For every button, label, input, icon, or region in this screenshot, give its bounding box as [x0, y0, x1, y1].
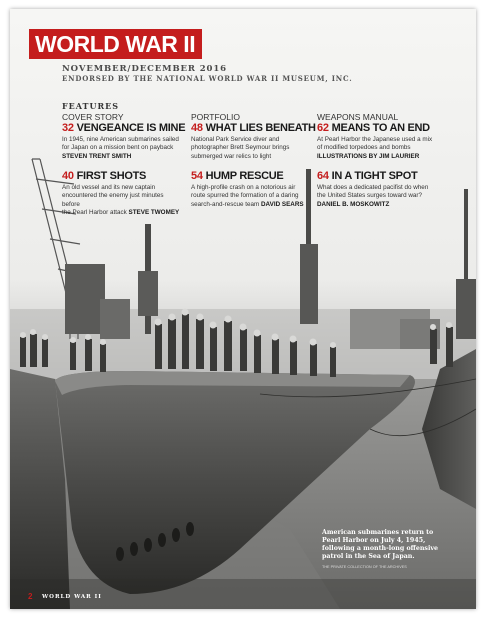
- feature-title-line[interactable]: [62, 122, 186, 135]
- feature-entry[interactable]: [317, 113, 437, 161]
- feature-title-line[interactable]: [317, 122, 437, 135]
- feature-entry[interactable]: [62, 170, 182, 217]
- feature-entry[interactable]: [191, 112, 316, 161]
- feature-title-line[interactable]: [317, 170, 437, 183]
- photo-credit: THE PRIVATE COLLECTION OF THE ARCHIVES: [322, 565, 407, 569]
- feature-category: WEAPONS MANUAL: [317, 112, 399, 122]
- page-number: 32: [62, 122, 74, 134]
- feature-title: FIRST SHOTS: [76, 170, 147, 182]
- feature-title: HUMP RESCUE: [205, 170, 284, 182]
- feature-description: What does a dedicated pacifist do when the United States surges toward war? DANIEL B. MOSKOWITZ: [317, 184, 437, 209]
- feature-title: WHAT LIES BENEATH: [205, 122, 316, 134]
- feature-byline: STEVEN TRENT SMITH: [62, 152, 132, 160]
- page-number: 64: [317, 170, 329, 182]
- issue-date: NOVEMBER/DECEMBER 2016: [62, 64, 227, 74]
- feature-title-line[interactable]: [191, 122, 316, 135]
- footer-title: WORLD WAR II: [42, 594, 102, 600]
- magazine-page: [10, 9, 476, 609]
- feature-description: National Park Service diver and photographer Brett Seymour brings submerged war relics to light: [191, 136, 290, 160]
- feature-category: PORTFOLIO: [191, 112, 240, 122]
- feature-title: VENGEANCE IS MINE: [76, 122, 186, 134]
- page-number: 54: [191, 170, 203, 182]
- feature-description: In 1945, nine American submarines sailed for Japan on a mission bent on payback STEVEN TRENT SMITH: [62, 136, 182, 161]
- feature-category: COVER STORY: [62, 112, 124, 122]
- feature-title-line[interactable]: [191, 170, 311, 183]
- feature-title: MEANS TO AN END: [331, 122, 430, 134]
- feature-byline: ILLUSTRATIONS BY JIM LAURIER: [317, 152, 420, 160]
- feature-byline: DAVID SEARS: [261, 200, 304, 208]
- page-number: 40: [62, 170, 74, 182]
- submarine-photo: [10, 9, 476, 609]
- feature-entry[interactable]: [191, 170, 311, 209]
- feature-description: A high-profile crash on a notorious air route spurred the formation of a daring search-and-rescue team DAVID SEARS: [191, 184, 304, 208]
- footer-page-number: 2: [28, 592, 33, 601]
- feature-entry[interactable]: [317, 170, 437, 209]
- feature-entry[interactable]: [62, 112, 186, 161]
- feature-byline: DANIEL B. MOSKOWITZ: [317, 200, 390, 208]
- feature-byline: STEVE TWOMEY: [128, 208, 180, 216]
- masthead-title: WORLD WAR II: [29, 29, 202, 59]
- feature-description: At Pearl Harbor the Japanese used a mix of modified torpedoes and bombs ILLUSTRATIONS BY JIM LAURIER: [317, 136, 437, 161]
- endorsement-line: ENDORSED BY THE NATIONAL WORLD WAR II MUSEUM, INC.: [62, 74, 353, 83]
- feature-title-line[interactable]: [62, 170, 182, 183]
- feature-title: IN A TIGHT SPOT: [331, 170, 418, 182]
- page-number: 48: [191, 122, 203, 134]
- photo-caption: American submarines return to Pearl Harbor on July 4, 1945, following a month-long offensive patrol in the Sea of Japan.: [322, 529, 439, 560]
- feature-description: An old vessel and its new captain encountered the enemy just minutes before the Pearl Harbor attack STEVE TWOMEY: [62, 184, 180, 216]
- page-number: 62: [317, 122, 329, 134]
- features-heading: FEATURES: [62, 101, 119, 111]
